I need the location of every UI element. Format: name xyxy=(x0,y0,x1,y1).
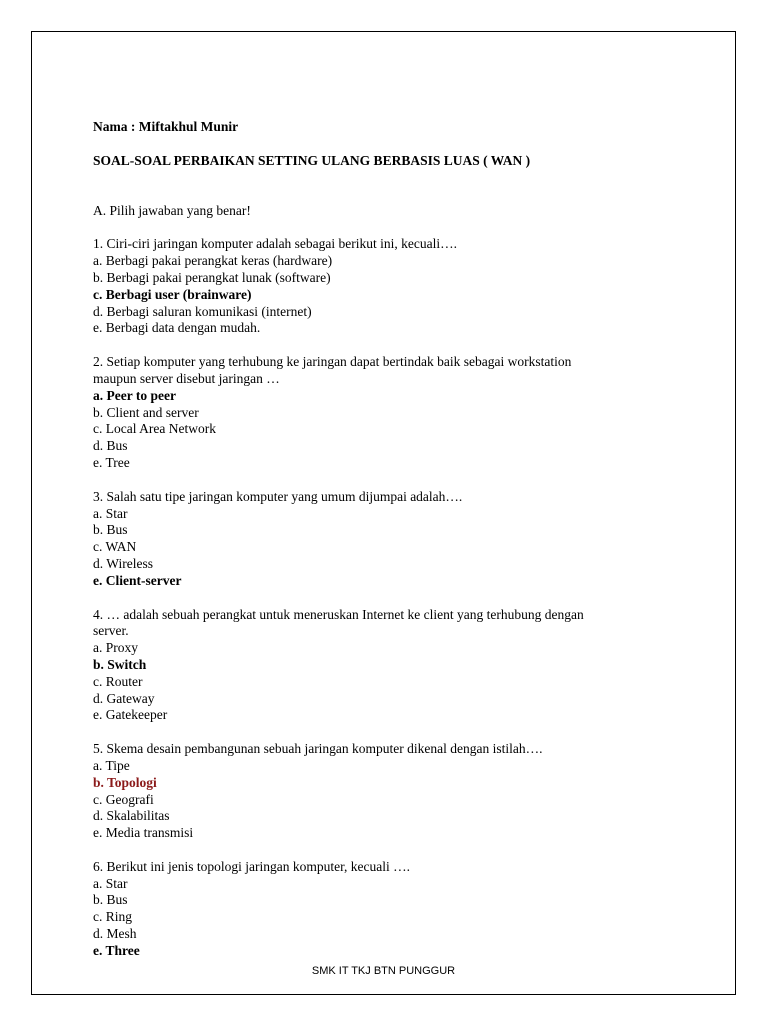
option: c. Geografi xyxy=(93,791,154,807)
option: e. Berbagi data dengan mudah. xyxy=(93,320,261,336)
correct-answer: e. Client-server xyxy=(93,572,182,588)
page-footer: SMK IT TKJ BTN PUNGGUR xyxy=(311,965,456,977)
question-4 xyxy=(93,607,693,725)
question-text: 2. Setiap komputer yang terhubung ke jaringan dapat bertindak baik sebagai workstation xyxy=(93,354,572,370)
question-5 xyxy=(93,741,693,842)
question-text: 6. Berikut ini jenis topologi jaringan komputer, kecuali …. xyxy=(93,858,411,874)
option: c. WAN xyxy=(93,539,137,555)
question-text: 1. Ciri-ciri jaringan komputer adalah sebagai berikut ini, kecuali…. xyxy=(93,236,458,252)
option: b. Client and server xyxy=(93,404,199,420)
correct-answer: c. Berbagi user (brainware) xyxy=(93,286,252,302)
option: a. Tipe xyxy=(93,757,130,773)
document-page xyxy=(31,31,736,995)
question-text: 4. … adalah sebuah perangkat untuk meneruskan Internet ke client yang terhubung dengan xyxy=(93,606,584,622)
option: b. Bus xyxy=(93,522,128,538)
option: b. Berbagi pakai perangkat lunak (software) xyxy=(93,269,331,285)
question-text-continued: server. xyxy=(93,623,129,639)
question-1 xyxy=(93,236,693,337)
document-title: SOAL-SOAL PERBAIKAN SETTING ULANG BERBASIS LUAS ( WAN ) xyxy=(93,152,531,168)
option: d. Gateway xyxy=(93,690,155,706)
correct-answer: a. Peer to peer xyxy=(93,387,176,403)
option: b. Bus xyxy=(93,892,128,908)
option: d. Wireless xyxy=(93,555,153,571)
option: e. Tree xyxy=(93,454,130,470)
option: a. Berbagi pakai perangkat keras (hardware) xyxy=(93,253,333,269)
option: d. Skalabilitas xyxy=(93,808,170,824)
option: c. Router xyxy=(93,673,143,689)
option: c. Local Area Network xyxy=(93,421,216,437)
question-3 xyxy=(93,489,693,590)
question-text: 5. Skema desain pembangunan sebuah jaringan komputer dikenal dengan istilah…. xyxy=(93,741,543,757)
student-name: Nama : Miftakhul Munir xyxy=(93,119,239,134)
document-content xyxy=(93,119,693,960)
option: e. Media transmisi xyxy=(93,825,194,841)
option: d. Bus xyxy=(93,438,128,454)
question-2 xyxy=(93,354,693,472)
correct-answer: e. Three xyxy=(93,942,140,958)
option: a. Star xyxy=(93,505,128,521)
option: d. Berbagi saluran komunikasi (internet) xyxy=(93,303,312,319)
correct-answer: b. Topologi xyxy=(93,774,157,790)
question-text: 3. Salah satu tipe jaringan komputer yang umum dijumpai adalah…. xyxy=(93,488,463,504)
correct-answer: b. Switch xyxy=(93,656,147,672)
option: e. Gatekeeper xyxy=(93,707,168,723)
option: d. Mesh xyxy=(93,926,137,942)
option: c. Ring xyxy=(93,909,132,925)
option: a. Proxy xyxy=(93,640,138,656)
instruction: A. Pilih jawaban yang benar! xyxy=(93,202,251,218)
question-6 xyxy=(93,859,693,960)
option: a. Star xyxy=(93,875,128,891)
question-text-continued: maupun server disebut jaringan … xyxy=(93,370,280,386)
